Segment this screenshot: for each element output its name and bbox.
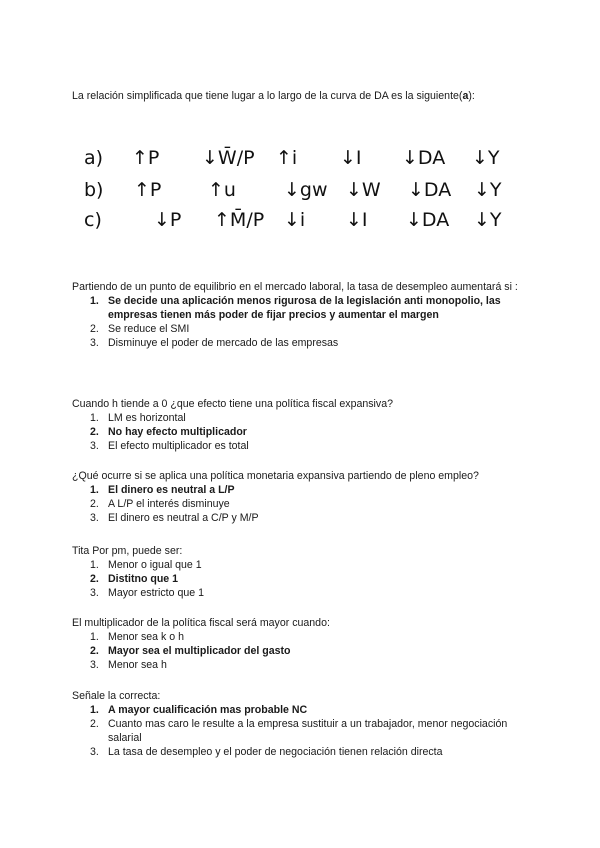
hand-label: a) [84,147,104,169]
hand-item: ↓I [346,209,368,231]
question-prompt: Cuando h tiende a 0 ¿que efecto tiene una política fiscal expansiva? [72,398,393,410]
hand-item: ↑P [134,179,162,201]
intro-question [72,89,542,103]
question-6 [72,689,542,759]
hand-item: ↑i [276,147,298,169]
hand-item: ↓I [340,147,362,169]
option: 3. Mayor estricto que 1 [90,587,204,599]
hand-item: ↓DA [408,179,452,201]
hand-item: ↑u [208,179,236,201]
hand-item: ↓Y [472,147,500,169]
option: 3. Disminuye el poder de mercado de las empresas [90,337,339,349]
option-correct: 2. Distitno que 1 [90,573,179,585]
handwritten-row-c [84,207,502,231]
question-5 [72,616,532,672]
option-correct: 2. No hay efecto multiplicador [90,426,247,438]
hand-item: ↓DA [406,209,450,231]
hand-item: ↓W [346,179,381,201]
option-correct: 2. Mayor sea el multiplicador del gasto [90,645,291,657]
question-prompt: Partiendo de un punto de equilibrio en el mercado laboral, la tasa de desempleo aumentará si : [72,281,518,293]
hand-item: ↓gw [284,179,328,201]
question-4 [72,544,532,600]
question-prompt: Tita Por pm, puede ser: [72,545,183,557]
option-correct: 1. Se decide una aplicación menos rigurosa de la legislación anti monopolio, las empresas tienen más poder de fijar precios y aumentar el margen [90,295,501,321]
question-prompt: Señale la correcta: [72,690,161,702]
hand-label: c) [84,209,102,231]
hand-item: ↓W̄/P [202,147,255,169]
question-2 [72,397,532,453]
option: 3. Menor sea h [90,659,167,671]
hand-item: ↓Y [474,209,502,231]
option: 2. Se reduce el SMI [90,323,190,335]
option-list [72,483,552,525]
option: 2. Cuanto mas caro le resulte a la empresa sustituir a un trabajador, menor negociación salarial [90,718,508,744]
hand-item: ↓Y [474,179,502,201]
hand-item: ↓P [154,209,182,231]
handwritten-row-a [84,145,500,169]
option-list [72,630,532,672]
option-correct: 1. El dinero es neutral a L/P [90,484,235,496]
option-list [72,411,532,453]
question-prompt: El multiplicador de la política fiscal será mayor cuando: [72,617,330,629]
question-prompt: ¿Qué ocurre si se aplica una política monetaria expansiva partiendo de pleno empleo? [72,470,479,482]
option: 3. El dinero es neutral a C/P y M/P [90,512,259,524]
hand-item: ↓DA [402,147,446,169]
handwritten-row-b [84,179,502,201]
question-3 [72,469,552,525]
option: 1. Menor sea k o h [90,631,184,643]
hand-item: ↓i [284,209,306,231]
hand-label: b) [84,179,104,201]
handwritten-answer-image [84,120,514,235]
option: 1. Menor o igual que 1 [90,559,202,571]
intro-answer: a [462,90,469,102]
option-list [72,703,542,759]
option-list [72,294,532,350]
option-correct: 1. A mayor cualificación mas probable NC [90,704,308,716]
option: 3. La tasa de desempleo y el poder de negociación tienen relación directa [90,746,443,758]
intro-text: La relación simplificada que tiene lugar a lo largo de la curva de DA es la siguiente(a): [72,90,475,102]
option-list [72,558,532,600]
option: 1. LM es horizontal [90,412,186,424]
question-1 [72,280,532,350]
hand-item: ↑P [132,147,160,169]
hand-item: ↑M̄/P [214,209,265,231]
option: 2. A L/P el interés disminuye [90,498,230,510]
option: 3. El efecto multiplicador es total [90,440,249,452]
